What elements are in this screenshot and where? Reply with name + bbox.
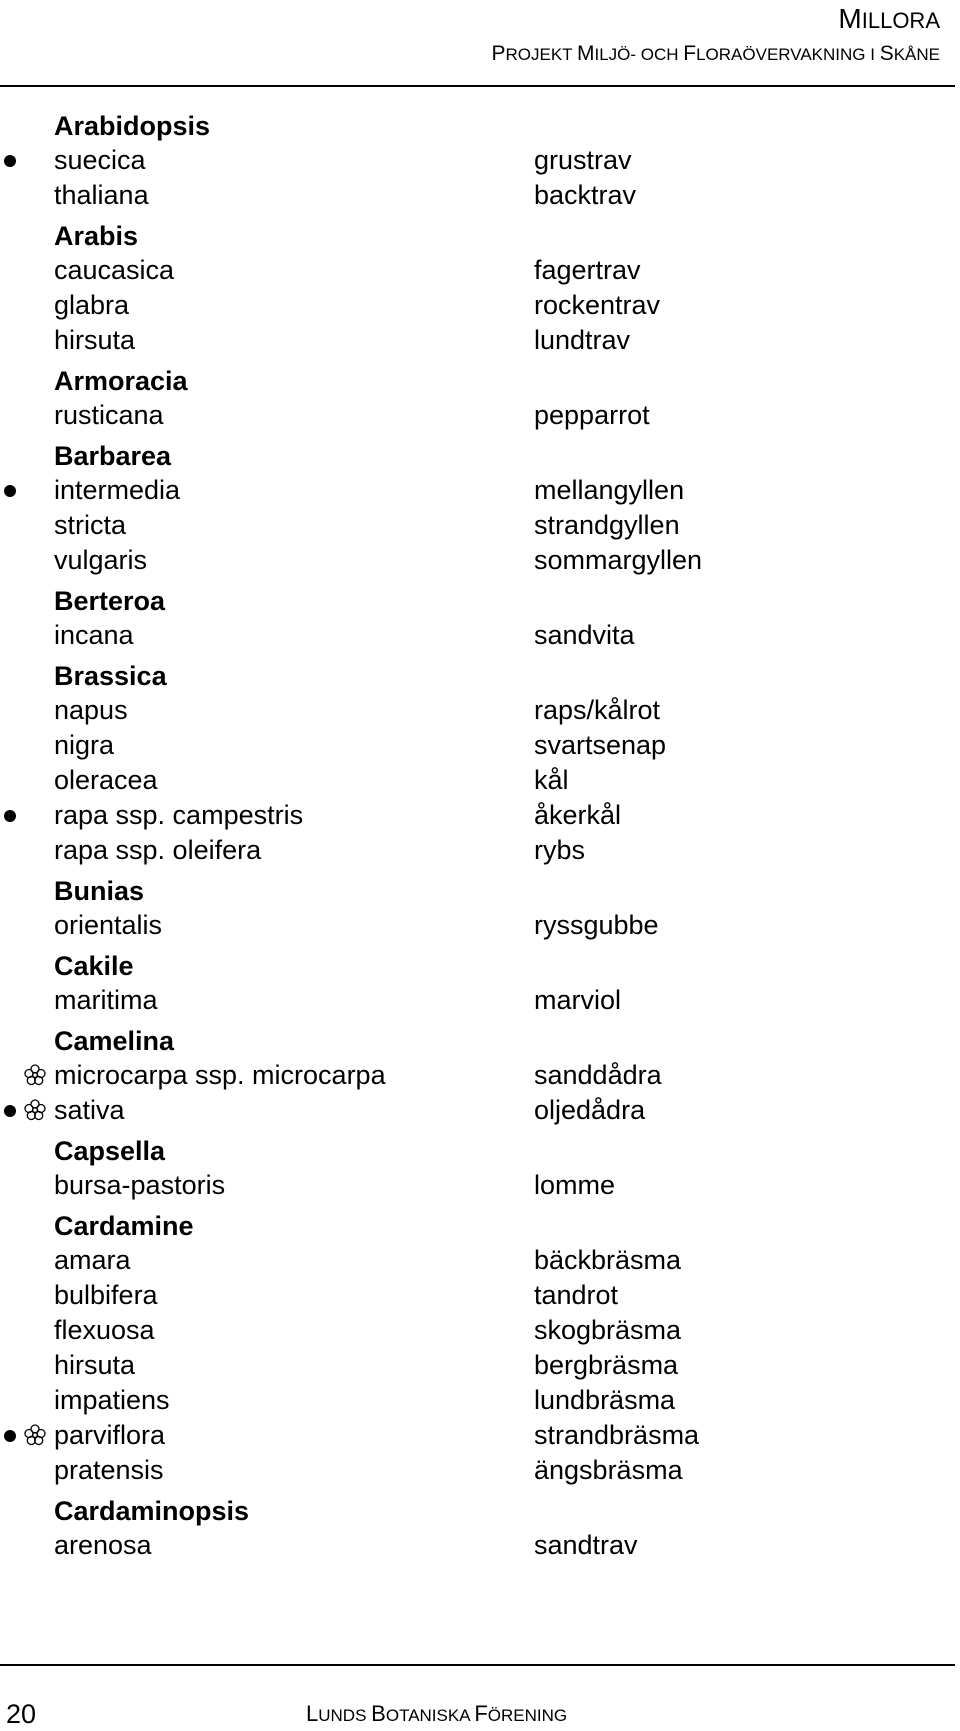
- sub-part: S: [879, 42, 894, 65]
- species-latin-name: maritima: [54, 985, 158, 1015]
- species-swedish-name: grustrav: [534, 145, 632, 175]
- species-latin-name: hirsuta: [54, 1350, 136, 1380]
- genus-row: [0, 944, 960, 984]
- genus-row: [0, 1019, 960, 1059]
- org-part: L: [306, 1701, 319, 1726]
- species-row: [0, 399, 960, 434]
- genus-row: [0, 359, 960, 399]
- genus-row: [0, 1204, 960, 1244]
- species-latin-name: orientalis: [54, 910, 163, 940]
- genus-name: Arabis: [54, 221, 139, 251]
- species-row: [0, 1279, 960, 1314]
- species-swedish-name: kål: [534, 765, 569, 795]
- genus-row: [0, 1129, 960, 1169]
- species-row: [0, 909, 960, 944]
- species-latin-name: hirsuta: [54, 325, 136, 355]
- genus-name: Brassica: [54, 661, 167, 691]
- page-number: 20: [6, 1699, 37, 1729]
- species-latin-name: microcarpa ssp. microcarpa: [54, 1060, 386, 1090]
- genus-name: Barbarea: [54, 441, 172, 471]
- species-row: [0, 1094, 960, 1129]
- org-part: OTANISKA: [385, 1706, 475, 1725]
- header-title: [491, 2, 940, 38]
- species-latin-name: pratensis: [54, 1455, 164, 1485]
- filled-circle-icon: [4, 1430, 16, 1442]
- species-row: [0, 324, 960, 359]
- species-swedish-name: raps/kålrot: [534, 695, 661, 725]
- genus-name: Berteroa: [54, 586, 166, 616]
- species-row: [0, 144, 960, 179]
- page-header: [491, 0, 940, 69]
- species-swedish-name: strandgyllen: [534, 510, 680, 540]
- status-marks: [4, 1064, 46, 1086]
- org-part: B: [371, 1701, 386, 1726]
- species-swedish-name: marviol: [534, 985, 622, 1015]
- species-row: [0, 764, 960, 799]
- species-swedish-name: mellangyllen: [534, 475, 685, 505]
- species-row: [0, 1384, 960, 1419]
- species-row: [0, 544, 960, 579]
- species-latin-name: parviflora: [54, 1420, 166, 1450]
- genus-name: Armoracia: [54, 366, 188, 396]
- filled-circle-icon: [4, 485, 16, 497]
- species-row: [0, 509, 960, 544]
- flower-outline-icon: [24, 1099, 46, 1121]
- species-latin-name: bursa-pastoris: [54, 1170, 226, 1200]
- species-swedish-name: lundbräsma: [534, 1385, 676, 1415]
- genus-name: Cardamine: [54, 1211, 194, 1241]
- species-swedish-name: sandvita: [534, 620, 635, 650]
- title-initial: M: [838, 3, 862, 34]
- filled-circle-icon: [4, 155, 16, 167]
- species-latin-name: arenosa: [54, 1530, 152, 1560]
- species-latin-name: amara: [54, 1245, 131, 1275]
- flower-outline-icon: [24, 1064, 46, 1086]
- species-swedish-name: skogbräsma: [534, 1315, 682, 1345]
- species-row: [0, 729, 960, 764]
- species-latin-name: napus: [54, 695, 128, 725]
- species-row: [0, 179, 960, 214]
- species-row: [0, 254, 960, 289]
- species-swedish-name: bergbräsma: [534, 1350, 679, 1380]
- species-latin-name: sativa: [54, 1095, 125, 1125]
- genus-row: [0, 434, 960, 474]
- species-swedish-name: bäckbräsma: [534, 1245, 682, 1275]
- species-latin-name: rusticana: [54, 400, 164, 430]
- species-row: [0, 1169, 960, 1204]
- species-latin-name: bulbifera: [54, 1280, 158, 1310]
- species-swedish-name: sandtrav: [534, 1530, 638, 1560]
- title-rest: ILLORA: [861, 8, 940, 33]
- status-marks: [4, 479, 46, 501]
- org-part: ÖRENING: [487, 1706, 568, 1725]
- genus-row: [0, 1489, 960, 1529]
- species-row: [0, 1454, 960, 1489]
- species-row: [0, 984, 960, 1019]
- genus-name: Cakile: [54, 951, 134, 981]
- filled-circle-icon: [4, 810, 16, 822]
- species-swedish-name: åkerkål: [534, 800, 622, 830]
- species-swedish-name: lomme: [534, 1170, 616, 1200]
- species-swedish-name: pepparrot: [534, 400, 650, 430]
- species-row: [0, 1314, 960, 1349]
- species-latin-name: intermedia: [54, 475, 181, 505]
- sub-part: P: [491, 42, 506, 65]
- footer-divider: [0, 1664, 955, 1666]
- species-swedish-name: tandrot: [534, 1280, 619, 1310]
- species-row: [0, 1059, 960, 1094]
- status-marks: [4, 1099, 46, 1121]
- sub-part: ILJÖ- OCH: [594, 45, 684, 64]
- species-swedish-name: sommargyllen: [534, 545, 703, 575]
- species-swedish-name: ängsbräsma: [534, 1455, 683, 1485]
- species-swedish-name: rockentrav: [534, 290, 661, 320]
- species-swedish-name: oljedådra: [534, 1095, 646, 1125]
- sub-part: KÅNE: [893, 45, 940, 64]
- species-list: [0, 110, 960, 1564]
- species-latin-name: caucasica: [54, 255, 175, 285]
- species-latin-name: incana: [54, 620, 134, 650]
- genus-name: Arabidopsis: [54, 111, 211, 141]
- species-latin-name: thaliana: [54, 180, 149, 210]
- species-row: [0, 1244, 960, 1279]
- genus-name: Camelina: [54, 1026, 175, 1056]
- genus-name: Bunias: [54, 876, 145, 906]
- species-row: [0, 1349, 960, 1384]
- genus-row: [0, 110, 960, 144]
- genus-row: [0, 214, 960, 254]
- header-subtitle: [491, 40, 940, 69]
- flower-outline-icon: [24, 1424, 46, 1446]
- species-latin-name: nigra: [54, 730, 115, 760]
- species-latin-name: rapa ssp. oleifera: [54, 835, 262, 865]
- genus-row: [0, 869, 960, 909]
- species-row: [0, 1529, 960, 1564]
- species-latin-name: impatiens: [54, 1385, 170, 1415]
- genus-name: Capsella: [54, 1136, 166, 1166]
- status-marks: [4, 804, 46, 826]
- org-part: UNDS: [318, 1706, 372, 1725]
- species-latin-name: glabra: [54, 290, 130, 320]
- footer-organization: [306, 1700, 567, 1730]
- status-marks: [4, 1424, 46, 1446]
- header-divider: [0, 85, 955, 87]
- species-swedish-name: strandbräsma: [534, 1420, 700, 1450]
- species-swedish-name: fagertrav: [534, 255, 641, 285]
- sub-part: F: [683, 42, 697, 65]
- species-row: [0, 289, 960, 324]
- species-latin-name: vulgaris: [54, 545, 148, 575]
- sub-part: ROJEKT: [505, 45, 577, 64]
- genus-name: Cardaminopsis: [54, 1496, 250, 1526]
- sub-part: LORAÖVERVAKNING I: [696, 45, 880, 64]
- species-row: [0, 799, 960, 834]
- species-row: [0, 694, 960, 729]
- genus-row: [0, 579, 960, 619]
- species-latin-name: oleracea: [54, 765, 158, 795]
- filled-circle-icon: [4, 1105, 16, 1117]
- org-part: F: [474, 1701, 488, 1726]
- species-latin-name: rapa ssp. campestris: [54, 800, 304, 830]
- species-row: [0, 1419, 960, 1454]
- species-swedish-name: backtrav: [534, 180, 637, 210]
- species-swedish-name: svartsenap: [534, 730, 667, 760]
- species-swedish-name: ryssgubbe: [534, 910, 659, 940]
- species-latin-name: flexuosa: [54, 1315, 155, 1345]
- species-row: [0, 619, 960, 654]
- species-row: [0, 474, 960, 509]
- genus-row: [0, 654, 960, 694]
- species-row: [0, 834, 960, 869]
- species-latin-name: suecica: [54, 145, 146, 175]
- sub-part: M: [576, 42, 595, 65]
- species-latin-name: stricta: [54, 510, 127, 540]
- species-swedish-name: rybs: [534, 835, 586, 865]
- species-swedish-name: lundtrav: [534, 325, 631, 355]
- status-marks: [4, 149, 46, 171]
- species-swedish-name: sanddådra: [534, 1060, 662, 1090]
